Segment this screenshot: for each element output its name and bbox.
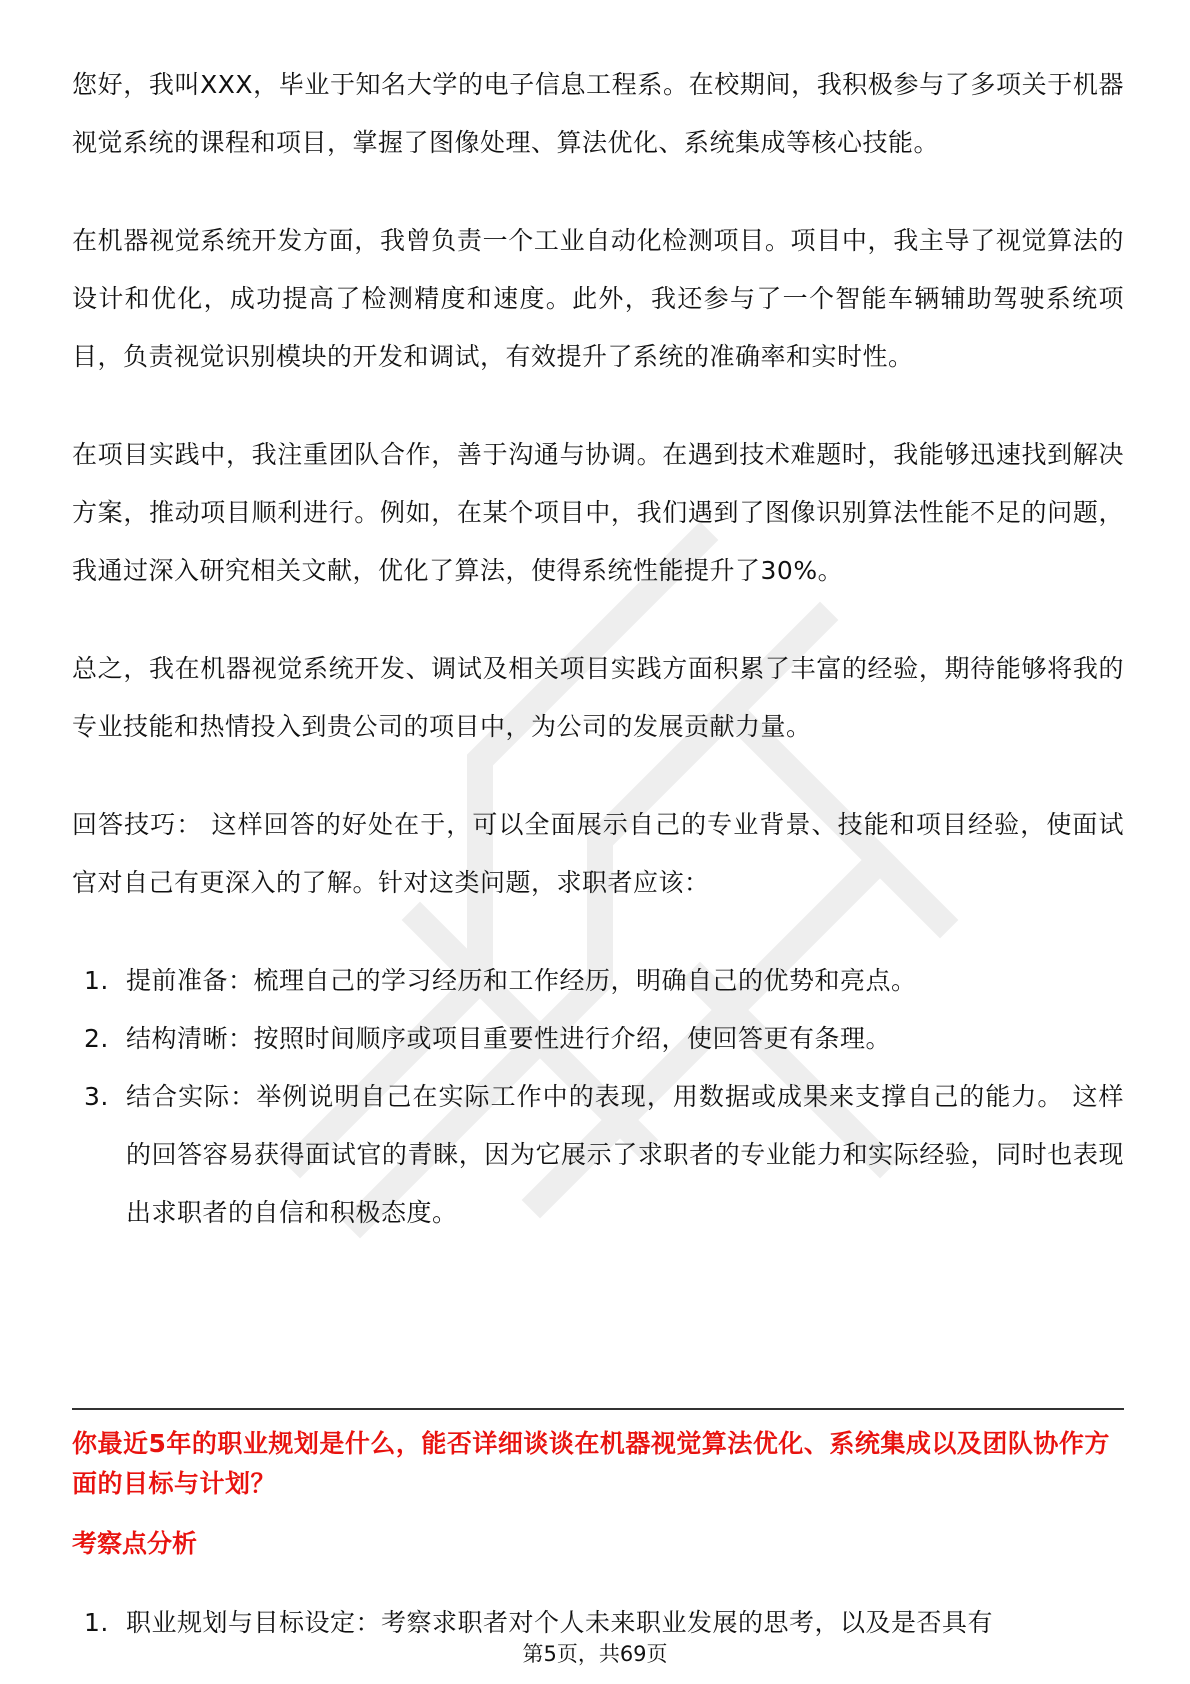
- list-item: [72, 1010, 1124, 1068]
- list-item-text: 提前准备：梳理自己的学习经历和工作经历，明确自己的优势和亮点。: [126, 966, 917, 995]
- list-item-text: 职业规划与目标设定：考察求职者对个人未来职业发展的思考，以及是否具有: [126, 1608, 994, 1637]
- summary-paragraph: 总之，我在机器视觉系统开发、调试及相关项目实践方面积累了丰富的经验，期待能够将我的专业技能和热情投入到贵公司的项目中，为公司的发展贡献力量。: [72, 654, 1124, 741]
- list-item-number: 1.: [84, 966, 109, 995]
- list-item-number: 2.: [84, 1024, 109, 1053]
- section-divider: [72, 1408, 1124, 1410]
- answer-tips: 回答技巧： 这样回答的好处在于，可以全面展示自己的专业背景、技能和项目经验，使面试官对自己有更深入的了解。针对这类问题，求职者应该：: [72, 810, 1124, 897]
- analysis-heading: 考察点分析: [72, 1529, 198, 1558]
- list-item-text: 结合实际：举例说明自己在实际工作中的表现，用数据或成果来支撑自己的能力。 这样的回答容易获得面试官的青睐，因为它展示了求职者的专业能力和实际经验，同时也表现出求职者的自信和积极态度。: [126, 1082, 1124, 1227]
- page-footer: 第5页，共69页: [522, 1642, 668, 1666]
- experience-paragraph: 在机器视觉系统开发方面，我曾负责一个工业自动化检测项目。项目中，我主导了视觉算法的设计和优化，成功提高了检测精度和速度。此外，我还参与了一个智能车辆辅助驾驶系统项目，负责视觉识别模块的开发和调试，有效提升了系统的准确率和实时性。: [72, 226, 1124, 371]
- list-item: [72, 1068, 1124, 1242]
- intro-paragraph: 您好，我叫XXX，毕业于知名大学的电子信息工程系。在校期间，我积极参与了多项关于机器视觉系统的课程和项目，掌握了图像处理、算法优化、系统集成等核心技能。: [72, 70, 1124, 157]
- document-body: [72, 56, 1124, 1242]
- question-heading: 你最近5年的职业规划是什么，能否详细谈谈在机器视觉算法优化、系统集成以及团队协作方面的目标与计划？: [72, 1429, 1110, 1498]
- list-item-number: 1.: [84, 1608, 109, 1637]
- tips-list: [72, 952, 1124, 1242]
- list-item: [72, 952, 1124, 1010]
- list-item-text: 结构清晰：按照时间顺序或项目重要性进行介绍，使回答更有条理。: [126, 1024, 892, 1053]
- list-item-number: 3.: [84, 1082, 109, 1111]
- teamwork-paragraph: 在项目实践中，我注重团队合作，善于沟通与协调。在遇到技术难题时，我能够迅速找到解决方案，推动项目顺利进行。例如，在某个项目中，我们遇到了图像识别算法性能不足的问题，我通过深入研究相关文献，优化了算法，使得系统性能提升了30%。: [72, 440, 1124, 585]
